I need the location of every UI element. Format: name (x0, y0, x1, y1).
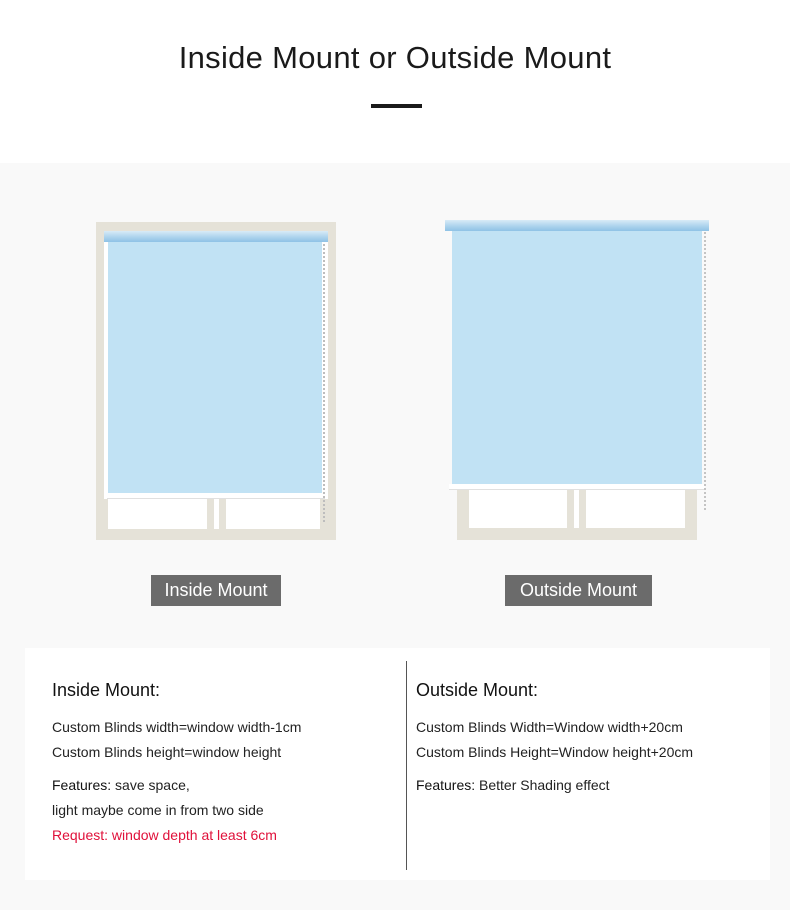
inside-features-value: save space, (111, 777, 190, 793)
inside-mount-spec (52, 680, 397, 848)
inside-height-rule: Custom Blinds height=window height (52, 744, 282, 760)
inside-mount-heading: Inside Mount: (52, 680, 161, 700)
title-underline (371, 104, 422, 108)
inside-blind-headrail (104, 231, 328, 242)
inside-blind-chain (323, 244, 325, 524)
inside-blind-bottom-bar (107, 493, 325, 499)
outside-height-rule: Custom Blinds Height=Window height+20cm (416, 744, 694, 760)
column-divider (406, 661, 407, 870)
inside-width-rule: Custom Blinds width=window width-1cm (52, 719, 302, 735)
outside-mount-heading: Outside Mount: (416, 680, 539, 700)
inside-frame-left-edge (104, 499, 108, 529)
outside-features (416, 773, 766, 798)
outside-blind-chain (704, 232, 706, 510)
inside-window-mullion (207, 499, 226, 529)
inside-mount-label: Inside Mount (151, 575, 281, 606)
inside-request (52, 823, 397, 848)
inside-features-line2: light maybe come in from two side (52, 802, 264, 818)
inside-request-key: Request: (52, 827, 109, 843)
page-title: Inside Mount or Outside Mount (178, 40, 612, 75)
outside-features-value: Better Shading effect (475, 777, 610, 793)
outside-blind-bottom-bar (449, 484, 705, 490)
outside-blind-headrail (445, 220, 709, 231)
outside-features-key: Features: (416, 777, 476, 793)
inside-request-value: window depth at least 6cm (108, 827, 277, 843)
inside-blind-fabric (108, 242, 322, 493)
outside-window-mullion (567, 488, 586, 528)
outside-mount-spec (416, 680, 766, 798)
inside-features-key: Features: (52, 777, 112, 793)
outside-blind-fabric (452, 231, 702, 484)
outside-width-rule: Custom Blinds Width=Window width+20cm (416, 719, 683, 735)
inside-features (52, 773, 397, 798)
outside-mount-label: Outside Mount (505, 575, 652, 606)
